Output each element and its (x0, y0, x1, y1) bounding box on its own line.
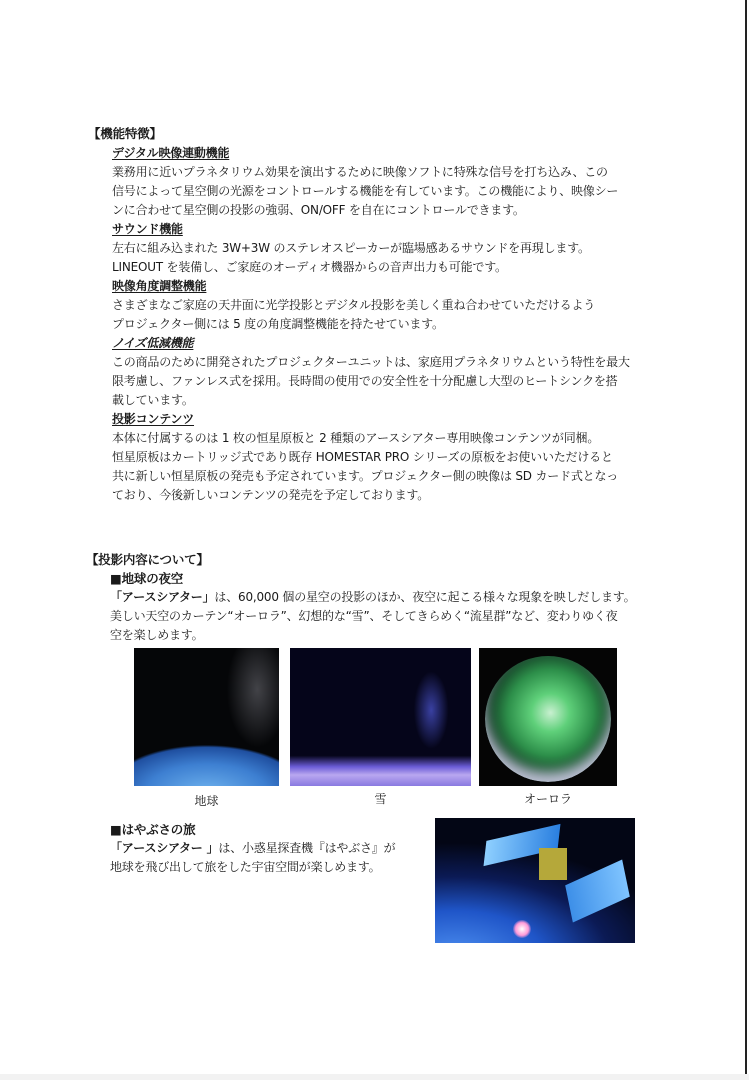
section-title-contents: 投影コンテンツ (112, 412, 195, 426)
snow-image (290, 648, 471, 786)
body-line: 載しています。 (112, 393, 194, 407)
hayabusa-title: ■はやぶさの旅 (110, 822, 196, 837)
body-line: 共に新しい恒星原板の発売も予定されています。プロジェクター側の映像は SD カード式となっ (112, 469, 619, 483)
aurora-image (479, 648, 617, 786)
body-line: 限考慮し、ファンレス式を採用。長時間の使用での安全性を十分配慮し大型のヒートシンクを搭 (112, 374, 618, 388)
section-title-angle: 映像角度調整機能 (112, 279, 207, 293)
body-line: 業務用に近いプラネタリウム効果を演出するために映像ソフトに特殊な信号を打ち込み、この (112, 165, 608, 179)
solar-panel-right (565, 860, 630, 923)
body-line: 恒星原板はカートリッジ式であり既存 HOMESTAR PRO シリーズの原板をお使いいただけると (112, 450, 613, 464)
section-title-noise: ノイズ低減機能 (112, 336, 194, 350)
body-line: ており、今後新しいコンテンツの発売を予定しております。 (112, 488, 430, 502)
section-title-digital-sync: デジタル映像連動機能 (112, 146, 230, 160)
page-edge-bottom (0, 1074, 749, 1080)
body-line: 「アースシアター 」は、小惑星探査機『はやぶさ』が (110, 841, 396, 855)
projection-heading: 【投影内容について】 (86, 552, 209, 567)
body-line: 本体に付属するのは 1 枚の恒星原板と 2 種類のアースシアター専用映像コンテンツが同梱。 (112, 431, 600, 445)
body-line: プロジェクター側には 5 度の角度調整機能を持たせています。 (112, 317, 444, 331)
body-line: さまざまなご家庭の天井面に光学投影とデジタル投影を美しく重ね合わせていただけるよう (112, 298, 596, 312)
probe-body (539, 848, 567, 880)
features-heading: 【機能特徴】 (88, 126, 162, 141)
night-sky-title: ■地球の夜空 (110, 571, 184, 586)
brand-name: 「アースシアター 」 (110, 841, 219, 855)
body-line: この商品のために開発されたプロジェクターユニットは、家庭用プラネタリウムという特性を最大 (112, 355, 630, 369)
body-line: 空を楽しめます。 (110, 628, 204, 642)
body-line: 「アースシアター」は、60,000 個の星空の投影のほか、夜空に起こる様々な現象を映しだします。 (110, 590, 636, 604)
body-line: 左右に組み込まれた 3W+3W のステレオスピーカーが臨場感あるサウンドを再現します。 (112, 241, 590, 255)
section-title-sound: サウンド機能 (112, 222, 183, 236)
earth-caption: 地球 (194, 794, 219, 808)
body-line: ンに合わせて星空側の投影の強弱、ON/OFF を自在にコントロールできます。 (112, 203, 525, 217)
body-line: LINEOUT を装備し、ご家庭のオーディオ機器からの音声出力も可能です。 (112, 260, 507, 274)
hayabusa-image (435, 818, 635, 943)
page-edge-right (745, 0, 747, 1080)
light-flare (513, 920, 531, 938)
body-line: 地球を飛び出して旅をした宇宙空間が楽しめます。 (110, 860, 381, 874)
earth-image (134, 648, 279, 786)
snow-caption: 雪 (374, 792, 387, 806)
brand-name: 「アースシアター」 (110, 590, 215, 604)
body-line: 美しい天空のカーテン“オーロラ”、幻想的な“雪”、そしてきらめく“流星群”など、変わりゆく夜 (110, 609, 618, 623)
aurora-caption: オーロラ (523, 792, 572, 806)
body-line: 信号によって星空側の光源をコントロールする機能を有しています。この機能により、映像シー (112, 184, 619, 198)
